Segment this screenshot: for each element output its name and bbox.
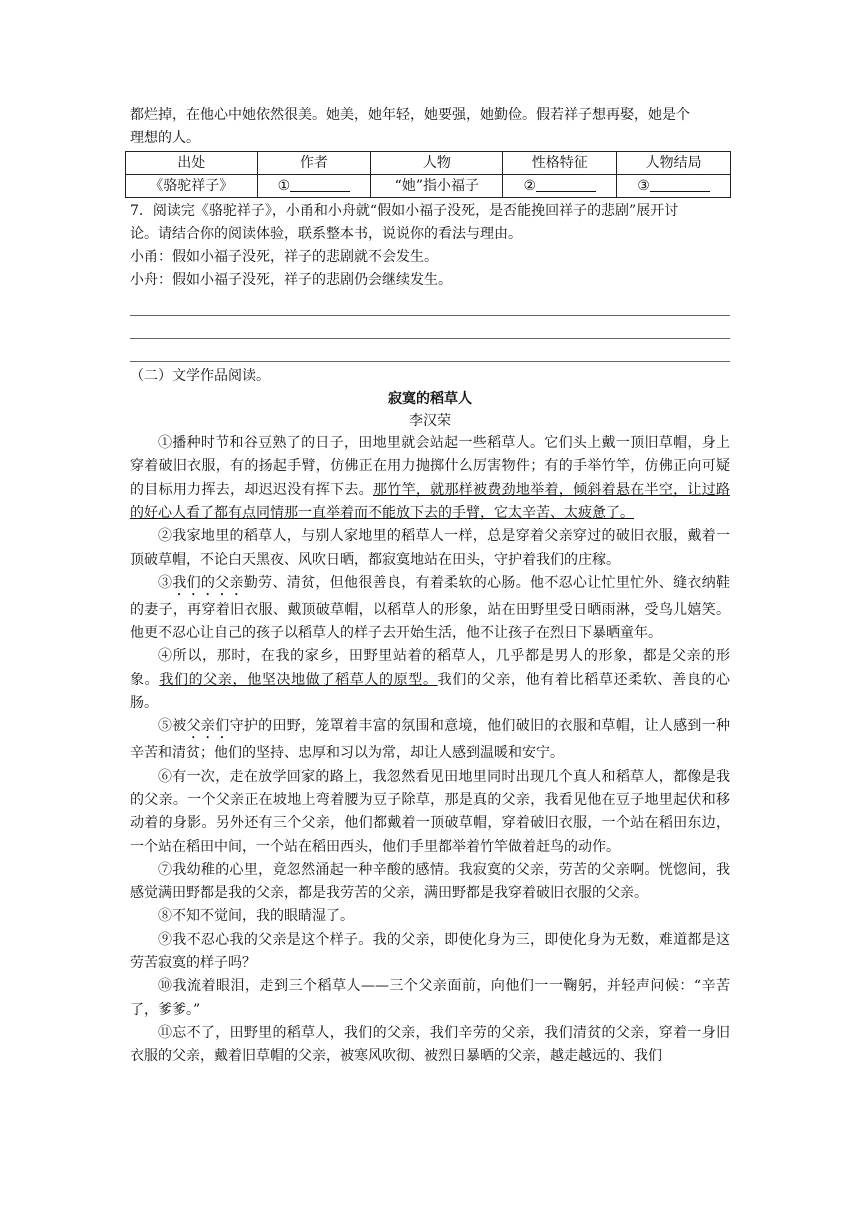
table-cell: “她”指小福子: [371, 174, 503, 197]
character-table: [125, 151, 731, 198]
table-header-cell: 作者: [257, 151, 371, 174]
table-header-cell: 人物结局: [617, 151, 731, 174]
paragraph-5: ⑤被父亲们守护的田野，笼罩着丰富的氛围和意境，他们破旧的衣服和草帽，让人感到一种辛苦和清贫；他们的坚持、忠厚和习以为常，却让人感到温暖和安宁。: [130, 718, 731, 762]
paragraph-2: ②我家地里的稻草人，与别人家地里的稻草人一样，总是穿着父亲穿过的破旧衣服，戴着一顶破草帽，不论白天黑夜、风吹日晒，都寂寞地站在田头，守护着我们的庄稼。: [130, 528, 730, 568]
paragraph-3: ③我们的父亲勤劳、清贫，但他很善良，有着柔软的心肠。他不忍心让忙里忙外、缝衣纳鞋的妻子，再穿着旧衣服、戴顶破草帽，以稻草人的形象，站在田野里受日晒雨淋，受鸟儿嬉笑。他更不忍心让自己的孩子以稻草人的样子去开始生活，他不让孩子在烈日下暴晒童年。: [130, 574, 731, 642]
table-cell-blank-3[interactable]: [617, 174, 731, 197]
table-header-cell: 出处: [126, 151, 258, 174]
answer-blank[interactable]: [290, 177, 350, 192]
paragraph-4: ④所以，那时，在我的家乡，田野里站着的稻草人，几乎都是男人的形象，都是父亲的形象。我们的父亲，他坚决地做了稻草人的原型。我们的父亲，他有着比稻草还柔软、善良的心肠。: [130, 648, 731, 712]
article-author: 李汉荣: [409, 413, 451, 430]
blank-number: ①: [277, 177, 291, 194]
emphasized-phrase: 父亲们: [186, 718, 230, 735]
table-cell: 《骆驼祥子》: [126, 174, 258, 197]
answer-line-2[interactable]: [130, 316, 730, 339]
underlined-sentence-1: 那竹竿，就那样被费劲地举着，倾斜着悬在半空，让过路的好心人看了都有点同情那一直举着而不能放下去的手臂，它太辛苦、太疲惫了。: [130, 481, 731, 521]
table-cell-blank-1[interactable]: [257, 174, 371, 197]
answer-line-1[interactable]: [130, 293, 730, 316]
table-cell-blank-2[interactable]: [503, 174, 617, 197]
document-page: [130, 104, 730, 1069]
article-title: 寂寞的稻草人: [388, 391, 472, 408]
paragraph-11: ⑪忘不了，田野里的稻草人，我们的父亲，我们辛劳的父亲，我们清贫的父亲，穿着一身旧衣服的父亲，戴着旧草帽的父亲，被寒风吹彻、被烈日暴晒的父亲，越走越远的、我们: [130, 1024, 730, 1065]
blank-number: ③: [637, 177, 650, 194]
answer-blank[interactable]: [650, 177, 710, 192]
question-7-line-1: 7．阅读完《骆驼祥子》，小甬和小舟就“假如小福子没死，是否能挽回祥子的悲剧”展开讨: [130, 202, 679, 219]
question-7-line-2: 论。请结合你的阅读体验，联系整本书，说说你的看法与理由。: [130, 225, 522, 242]
answer-blank[interactable]: [536, 177, 596, 192]
underlined-sentence-2: 我们的父亲，他坚决地做了稻草人的原型。: [159, 671, 438, 688]
paragraph-6: ⑥有一次，走在放学回家的路上，我忽然看见田地里同时出现几个真人和稻草人，都像是我的父亲。一个父亲正在坡地上弯着腰为豆子除草，那是真的父亲，我看见他在豆子地里起伏和移动着的身影。另外还有三个父亲，他们都戴着一顶破草帽，穿着破旧衣服，一个站在稻田东边，一个站在稻田中间，一个站在稻田西头，他们手里都举着竹竿做着赶鸟的动作。: [130, 768, 730, 855]
paragraph-10: ⑩我流着眼泪，走到三个稻草人——三个父亲面前，向他们一一鞠躬，并轻声问候：“辛苦了，爹爹。”: [130, 978, 730, 1018]
paragraph-1: ①播种时节和谷豆熟了的日子，田地里就会站起一些稻草人。它们头上戴一顶旧草帽，身上穿着破旧衣服，有的扬起手臂，仿佛正在用力抛掷什么厉害物件；有的手举竹竿，仿佛正向可疑的目标用力挥去，却迟迟没有挥下去。那竹竿，就那样被费劲地举着，倾斜着悬在半空，让过路的好心人看了都有点同情那一直举着而不能放下去的手臂，它太辛苦、太疲惫了。: [130, 435, 731, 521]
intro-line-1: 都烂掉，在他心中她依然很美。她美，她年轻，她要强，她勤俭。假若祥子想再娶，她是个: [130, 107, 690, 123]
answer-line-3[interactable]: [130, 339, 730, 362]
table-row: [126, 174, 731, 197]
table-header-cell: 性格特征: [503, 151, 617, 174]
emphasized-phrase: 我们的父亲: [172, 574, 244, 591]
intro-line-2: 理想的人。: [130, 130, 200, 147]
paragraph-7: ⑦我幼稚的心里，竟忽然涌起一种辛酸的感情。我寂寞的父亲，劳苦的父亲啊。恍惚间，我感觉满田野都是我的父亲，都是我劳苦的父亲，满田野都是我穿着破旧衣服的父亲。: [130, 861, 730, 902]
table-header-row: [126, 151, 731, 174]
xiaozhou-view: 小舟：假如小福子没死，祥子的悲剧仍会继续发生。: [130, 272, 452, 289]
blank-number: ②: [523, 177, 537, 194]
table-header-cell: 人物: [371, 151, 503, 174]
xiaoyong-view: 小甬：假如小福子没死，祥子的悲剧就不会发生。: [130, 249, 438, 266]
section-label: （二）文学作品阅读。: [130, 367, 270, 384]
paragraph-9: ⑨我不忍心我的父亲是这个样子。我的父亲，即使化身为三，即使化身为无数，难道都是这劳苦寂寞的样子吗？: [130, 931, 730, 972]
paragraph-8: ⑧不知不觉间，我的眼睛湿了。: [158, 908, 354, 925]
